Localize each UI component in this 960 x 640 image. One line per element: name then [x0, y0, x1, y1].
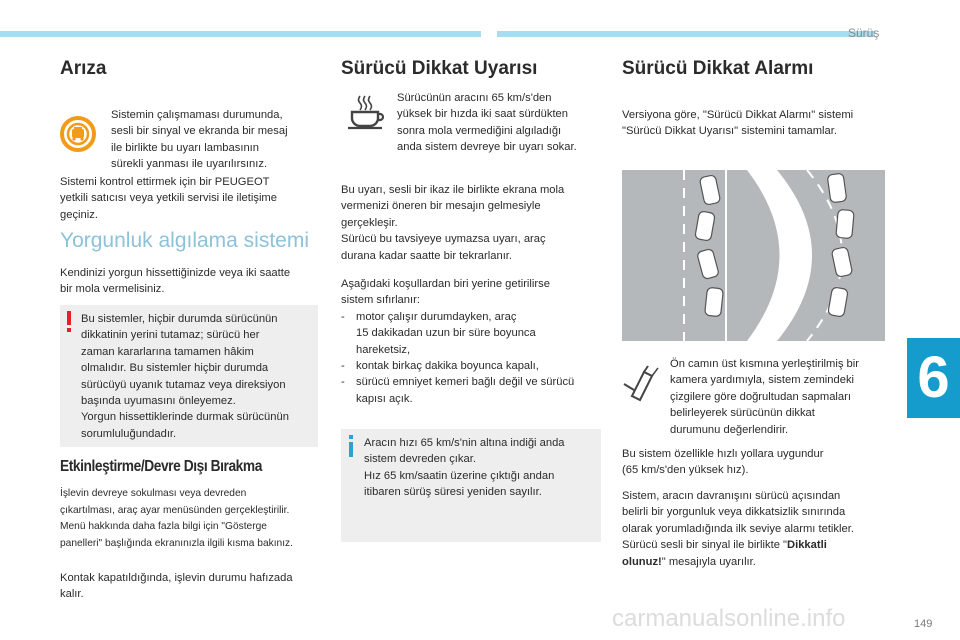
header-bar-right — [497, 31, 875, 37]
page-number: 149 — [914, 618, 933, 630]
list-item: - sürücü emniyet kemeri bağlı değil ve sürücü kapısı açık. — [341, 376, 575, 405]
section-label: Sürüş — [848, 26, 880, 40]
list-item: - motor çalışır durumdayken, araç 15 dakikadan uzun bir süre boyunca hareketsiz, — [341, 310, 536, 356]
chapter-number: 6 — [917, 345, 950, 410]
roads-text: Bu sistem özellikle hızlı yollara uygundur (65 km/s'den yüksek hız). — [622, 448, 824, 477]
list-item: - kontak birkaç dakika boyunca kapalı, — [341, 360, 539, 373]
camera-text: Ön camın üst kısmına yerleştirilmiş bir kamera yardımıyla, sistem zemindeki çizgilere göre doğrultudan sapmaları belirleyerek sürücünün dikkat durumunu değerlendirir. — [670, 358, 859, 436]
exclamation-icon — [64, 311, 74, 333]
info-icon — [347, 435, 355, 457]
lane-departure-illustration — [622, 170, 885, 341]
camera-sensor-icon — [622, 362, 662, 402]
warning-text: Bu sistemler, hiçbir durumda sürücünün dikkatinin yerini tutamaz; sürücü her zaman kararlarına tamamen hâkim olmalıdır. Bu sistemler hiçbir durumda sürücüyü uyanık tutamaz veya direksiyon başında uyumasını önleyemez. Yorgun hissettiklerinde durmak sürücünün sorumluluğundadır. — [81, 313, 289, 440]
header-bar — [0, 31, 481, 37]
fatigue-title: Yorgunluk algılama sistemi — [60, 229, 310, 252]
attention-alarm-title: Sürücü Dikkat Alarmı — [622, 58, 814, 79]
fatigue-text: Kendinizi yorgun hissettiğinizde veya iki saatte bir mola vermelisiniz. — [60, 267, 291, 296]
memory-text: Kontak kapatıldığında, işlevin durumu hafızada kalır. — [60, 572, 293, 601]
ariza-service-text: Sistemi kontrol ettirmek için bir PEUGEOT yetkili satıcısı veya yetkili servisi ile iletişime geçiniz. — [60, 176, 277, 221]
attention-warning-intro: Sürücünün aracını 65 km/s'den yüksek bir hızda iki saat sürdükten sonra mola vermediğini algıladığı anda sistem devreye bir uyarı sokar. — [397, 92, 577, 154]
alarm-text: Sistem, aracın davranışını sürücü açısından belirli bir yorgunluk veya dikkatsizlik sınırında olarak yorumladığında ilk seviye alarmı tetikler. Sürücü sesli bir sinyal ile birlikte "Dikkatli olunuz!" mesajıyla uyarılır. — [622, 490, 854, 568]
watermark: carmanualsonline.info — [612, 605, 846, 632]
warning-lamp-icon — [58, 114, 98, 154]
ariza-text: Sistemin çalışmaması durumunda, sesli bir sinyal ve ekranda bir mesaj ile birlikte bu uyarı lambasının sürekli yanması ile uyarılırsınız. — [111, 109, 288, 171]
info-text: Aracın hızı 65 km/s'nin altına indiği anda sistem devreden çıkar. Hız 65 km/saatin üzerine çıktığı andan itibaren sürüş süresi yeniden sayılır. — [364, 437, 565, 499]
ariza-title: Arıza — [60, 58, 107, 79]
toggle-title: Etkinleştirme/Devre Dışı Bırakma — [60, 458, 262, 475]
attention-alarm-intro: Versiyona göre, "Sürücü Dikkat Alarmı" sistemi "Sürücü Dikkat Uyarısı" sistemini tamamlar. — [622, 109, 854, 138]
attention-warning-title: Sürücü Dikkat Uyarısı — [341, 58, 538, 79]
reset-conditions: Aşağıdaki koşullardan biri yerine getirilirse sistem sıfırlanır: - motor çalışır durumdayken, araç 15 dakikadan uzun bir süre boyunca hareketsiz, - kontak birkaç dakika boyunca kapalı, - sürücü emniyet kemeri bağlı değil ve sürücü kapısı açık. — [341, 276, 606, 407]
attention-warning-para1: Bu uyarı, sesli bir ikaz ile birlikte ekrana mola vermenizi öneren bir mesajın gelmesiyle gerçekleşir. Sürücü bu tavsiyeye uymazsa uyarı, araç durana kadar saatte bir tekrarlanır. — [341, 184, 565, 262]
toggle-text: İşlevin devreye sokulması veya devreden çıkartılması, araç ayar menüsünden gerçekleştirilir. Menü hakkında daha fazla bilgi için "Gösterge panelleri" başlığında ekranınızla ilgili kısma bakınız. — [60, 488, 293, 549]
coffee-cup-icon — [344, 94, 386, 130]
